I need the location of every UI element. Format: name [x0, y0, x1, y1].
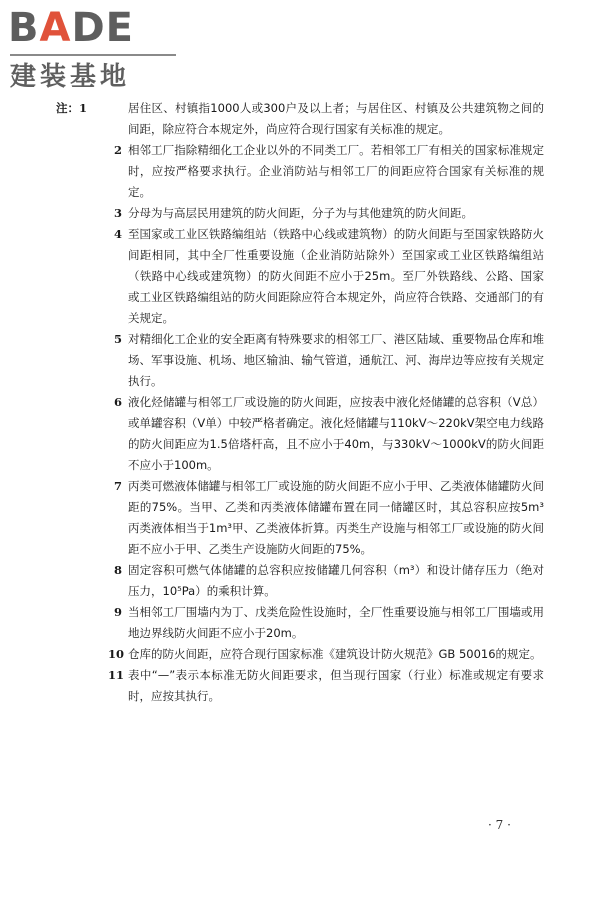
- note-number: 4: [114, 227, 123, 241]
- note-number: 5: [114, 332, 123, 346]
- note-number: 11: [108, 668, 125, 682]
- note-item: [92, 560, 544, 602]
- note-item: [92, 602, 544, 644]
- note-item: [92, 476, 544, 560]
- page-number: · 7 ·: [488, 818, 511, 832]
- note-text: 至国家或工业区铁路编组站（铁路中心线或建筑物）的防火间距与至国家铁路防火间距相同，其中全厂性重要设施（企业消防站除外）至国家或工业区铁路编组站（铁路中心线或建筑物）的防火间距不应小于25m。至厂外铁路线、公路、国家或工业区铁路编组站的防火间距除应符合本规定外，尚应符合铁路、交通部门的有关规定。: [128, 227, 544, 325]
- note-number: 6: [114, 395, 123, 409]
- note-number: 8: [114, 563, 123, 577]
- note-item: [92, 329, 544, 392]
- logo-wordmark: [8, 4, 134, 52]
- note-text: 当相邻工厂围墙内为丁、戊类危险性设施时，全厂性重要设施与相邻工厂围墙或用地边界线防火间距不应小于20m。: [128, 605, 544, 640]
- note-text: 居住区、村镇指1000人或300户及以上者；与居住区、村镇及公共建筑物之间的间距，除应符合本规定外，尚应符合现行国家有关标准的规定。: [128, 101, 544, 136]
- note-item: [92, 392, 544, 476]
- note-item: [56, 98, 544, 140]
- logo-letter-b: B: [8, 5, 40, 51]
- note-item: [92, 644, 544, 665]
- note-text: 相邻工厂指除精细化工企业以外的不同类工厂。若相邻工厂有相关的国家标准规定时，应按严格要求执行。企业消防站与相邻工厂的间距应符合国家有关标准的规定。: [128, 143, 544, 199]
- logo-letters-de: DE: [71, 5, 134, 51]
- note-text: 表中“—”表示本标准无防火间距要求，但当现行国家（行业）标准或规定有要求时，应按其执行。: [128, 668, 544, 703]
- note-text: 固定容积可燃气体储罐的总容积应按储罐几何容积（m³）和设计储存压力（绝对压力，10⁵Pa）的乘积计算。: [128, 563, 544, 598]
- note-item: [92, 140, 544, 203]
- brand-logo: [8, 4, 188, 94]
- note-text: 分母为与高层民用建筑的防火间距，分子为与其他建筑的防火间距。: [128, 206, 473, 220]
- notes-list: [56, 98, 544, 707]
- note-text: 液化烃储罐与相邻工厂或设施的防火间距，应按表中液化烃储罐的总容积（V总）或单罐容积（V单）中较严格者确定。液化烃储罐与110kV～220kV架空电力线路的防火间距应为1.5倍塔杆高，且不应小于40m，与330kV～1000kV的防火间距不应小于100m。: [128, 395, 544, 472]
- note-item: [92, 224, 544, 329]
- note-number: 注：1: [56, 101, 88, 115]
- logo-letter-a-accent: A: [39, 5, 72, 51]
- note-item: [92, 203, 544, 224]
- note-number: 2: [114, 143, 123, 157]
- note-text: 仓库的防火间距，应符合现行国家标准《建筑设计防火规范》GB 50016的规定。: [128, 647, 542, 661]
- note-text: 对精细化工企业的安全距离有特殊要求的相邻工厂、港区陆域、重要物品仓库和堆场、军事设施、机场、地区输油、输气管道，通航江、河、海岸边等应按有关规定执行。: [128, 332, 544, 388]
- note-item: [92, 665, 544, 707]
- logo-divider: [10, 54, 176, 56]
- note-number: 10: [108, 647, 125, 661]
- logo-chinese-name: 建装基地: [10, 62, 131, 92]
- note-number: 7: [114, 479, 123, 493]
- note-number: 9: [114, 605, 123, 619]
- note-number: 3: [114, 206, 123, 220]
- note-text: 丙类可燃液体储罐与相邻工厂或设施的防火间距不应小于甲、乙类液体储罐防火间距的75%。当甲、乙类和丙类液体储罐布置在同一储罐区时，其总容积应按5m³丙类液体相当于1m³甲、乙类液体折算。丙类生产设施与相邻工厂或设施的防火间距不应小于甲、乙类生产设施防火间距的75%。: [128, 479, 544, 556]
